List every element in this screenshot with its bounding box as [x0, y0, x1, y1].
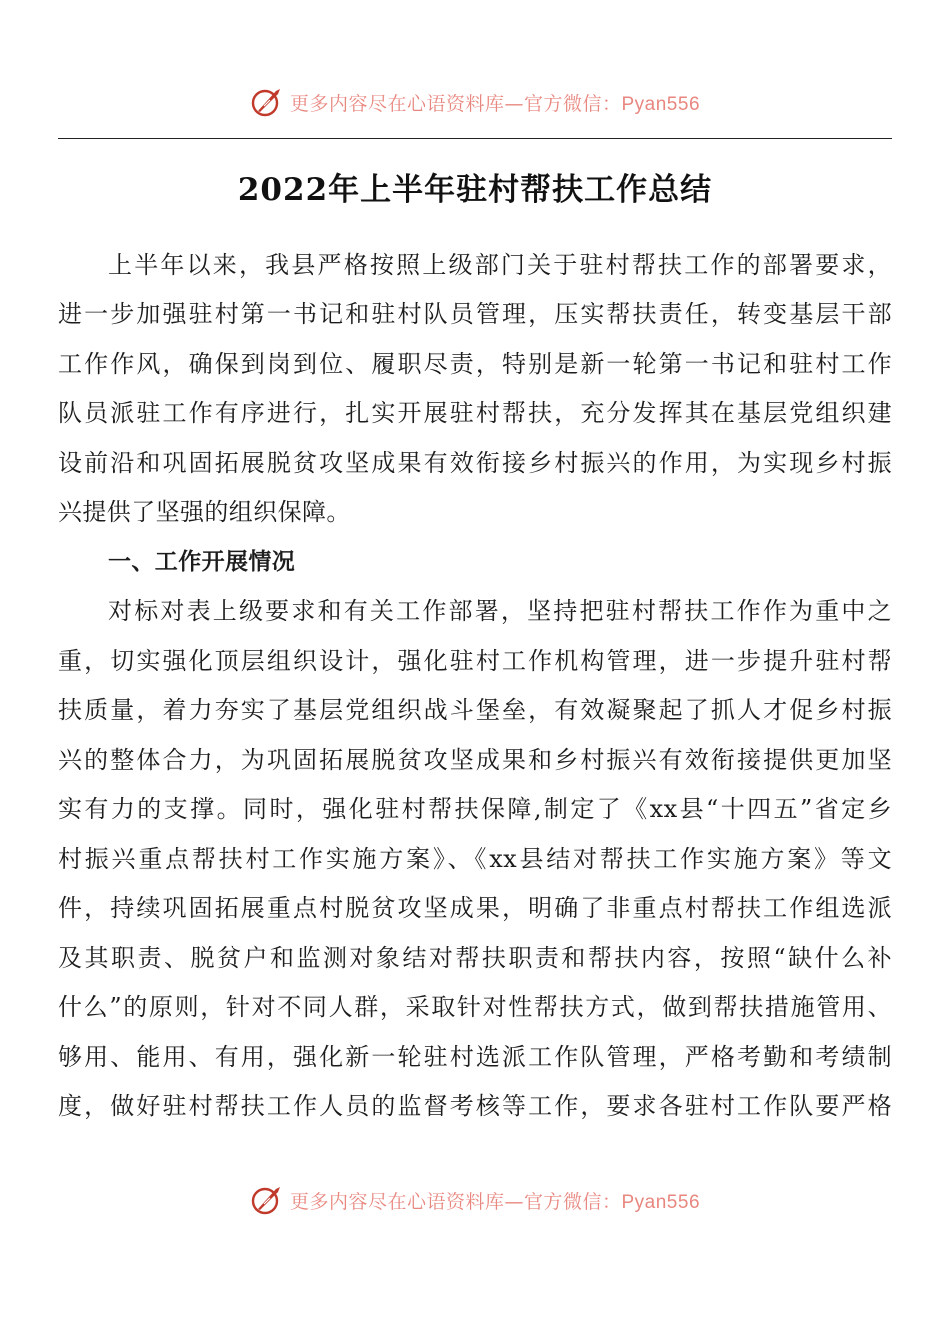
header-banner-text: 更多内容尽在心语资料库—官方微信：Pyan556 [289, 92, 701, 115]
para2-line-8: 及其职责、脱贫户和监测对象结对帮扶职责和帮扶内容，按照“缺什么补 [58, 944, 892, 972]
footer-wechat-id: Pyan556 [621, 1191, 701, 1213]
para2-line-2: 重，切实强化顶层组织设计，强化驻村工作机构管理，进一步提升驻村帮 [58, 647, 892, 675]
para1-line-3: 工作作风，确保到岗到位、履职尽责，特别是新一轮第一书记和驻村工作 [58, 350, 892, 378]
para1-line-2: 进一步加强驻村第一书记和驻村队员管理，压实帮扶责任，转变基层干部 [58, 300, 892, 328]
footer-banner-text: 更多内容尽在心语资料库—官方微信：Pyan556 [289, 1190, 701, 1213]
para2-line-1: 对标对表上级要求和有关工作部署，坚持把驻村帮扶工作作为重中之 [108, 597, 892, 625]
para2-line-10: 够用、能用、有用，强化新一轮驻村选派工作队管理，严格考勤和考绩制 [58, 1043, 892, 1071]
para2-line-4: 兴的整体合力，为巩固拓展脱贫攻坚成果和乡村振兴有效衔接提供更加坚 [58, 746, 892, 774]
header-wechat-id: Pyan556 [621, 93, 701, 115]
para2-line-6: 村振兴重点帮扶村工作实施方案》、《xx县结对帮扶工作实施方案》等文 [58, 845, 892, 873]
para2-line-5: 实有力的支撑。同时，强化驻村帮扶保障,制定了《xx县“十四五”省定乡 [58, 795, 892, 823]
para2-line-11: 度，做好驻村帮扶工作人员的监督考核等工作，要求各驻村工作队要严格 [58, 1092, 892, 1120]
header-divider [58, 138, 892, 139]
para1-line-4: 队员派驻工作有序进行，扎实开展驻村帮扶，充分发挥其在基层党组织建 [58, 399, 892, 427]
para1-line-5: 设前沿和巩固拓展脱贫攻坚成果有效衔接乡村振兴的作用，为实现乡村振 [58, 449, 892, 477]
para2-line-9: 什么”的原则，针对不同人群，采取针对性帮扶方式，做到帮扶措施管用、 [58, 993, 892, 1021]
para1-line-6: 兴提供了坚强的组织保障。 [58, 498, 351, 526]
quill-logo-icon [250, 1183, 284, 1217]
document-title: 2022年上半年驻村帮扶工作总结 [237, 172, 713, 208]
para2-line-3: 扶质量，着力夯实了基层党组织战斗堡垒，有效凝聚起了抓人才促乡村振 [58, 696, 892, 724]
header-watermark-banner [0, 82, 950, 122]
quill-logo-icon [250, 85, 284, 119]
para2-line-7: 件，持续巩固拓展重点村脱贫攻坚成果，明确了非重点村帮扶工作组选派 [58, 894, 892, 922]
section-heading: 一、工作开展情况 [108, 549, 296, 575]
footer-watermark-banner [0, 1180, 950, 1220]
para1-line-1: 上半年以来，我县严格按照上级部门关于驻村帮扶工作的部署要求， [108, 251, 892, 279]
